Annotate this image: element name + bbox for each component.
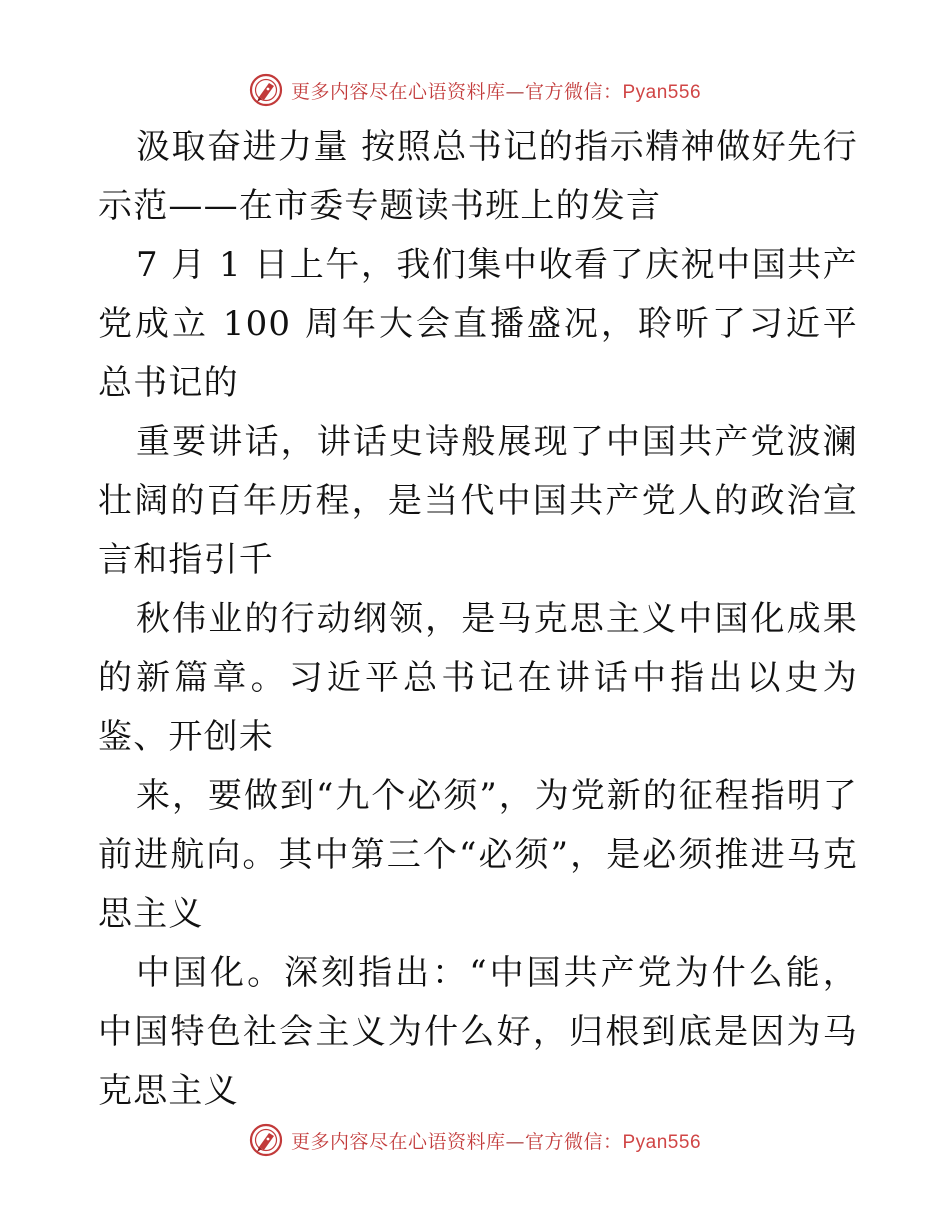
paragraph-5: 中国化。深刻指出：“中国共产党为什么能，中国特色社会主义为什么好，归根到底是因为马克思主义 <box>98 953 858 1111</box>
watermark-text <box>291 77 701 104</box>
watermark-wechat-id: Pyan556 <box>622 81 702 103</box>
pen-nib-logo-icon <box>249 1123 283 1157</box>
paragraph-1: 7 月 1 日上午，我们集中收看了庆祝中国共产党成立 100 周年大会直播盛况，聆听了习近平总书记的 <box>98 245 858 403</box>
watermark-wechat-label: 官方微信： <box>524 80 623 103</box>
document-title: 汲取奋进力量 按照总书记的指示精神做好先行示范——在市委专题读书班上的发言 <box>98 127 858 226</box>
header-watermark <box>0 70 950 110</box>
watermark-dash: — <box>505 1130 525 1153</box>
paragraph-3: 秋伟业的行动纲领，是马克思主义中国化成果的新篇章。习近平总书记在讲话中指出以史为鉴、开创未 <box>98 599 858 757</box>
paragraph-2: 重要讲话，讲话史诗般展现了中国共产党波澜壮阔的百年历程，是当代中国共产党人的政治宣言和指引千 <box>98 422 858 580</box>
watermark-dash: — <box>505 80 525 103</box>
watermark-wechat-id: Pyan556 <box>622 1131 702 1153</box>
watermark-site-text: 更多内容尽在心语资料库 <box>290 1130 506 1153</box>
watermark-site-text: 更多内容尽在心语资料库 <box>290 80 506 103</box>
footer-watermark <box>0 1120 950 1160</box>
watermark-text <box>291 1127 701 1154</box>
paragraph-4: 来，要做到“九个必须”，为党新的征程指明了前进航向。其中第三个“必须”，是必须推进马克思主义 <box>98 776 858 934</box>
watermark-wechat-label: 官方微信： <box>524 1130 623 1153</box>
pen-nib-logo-icon <box>249 73 283 107</box>
document-body <box>98 118 858 1121</box>
